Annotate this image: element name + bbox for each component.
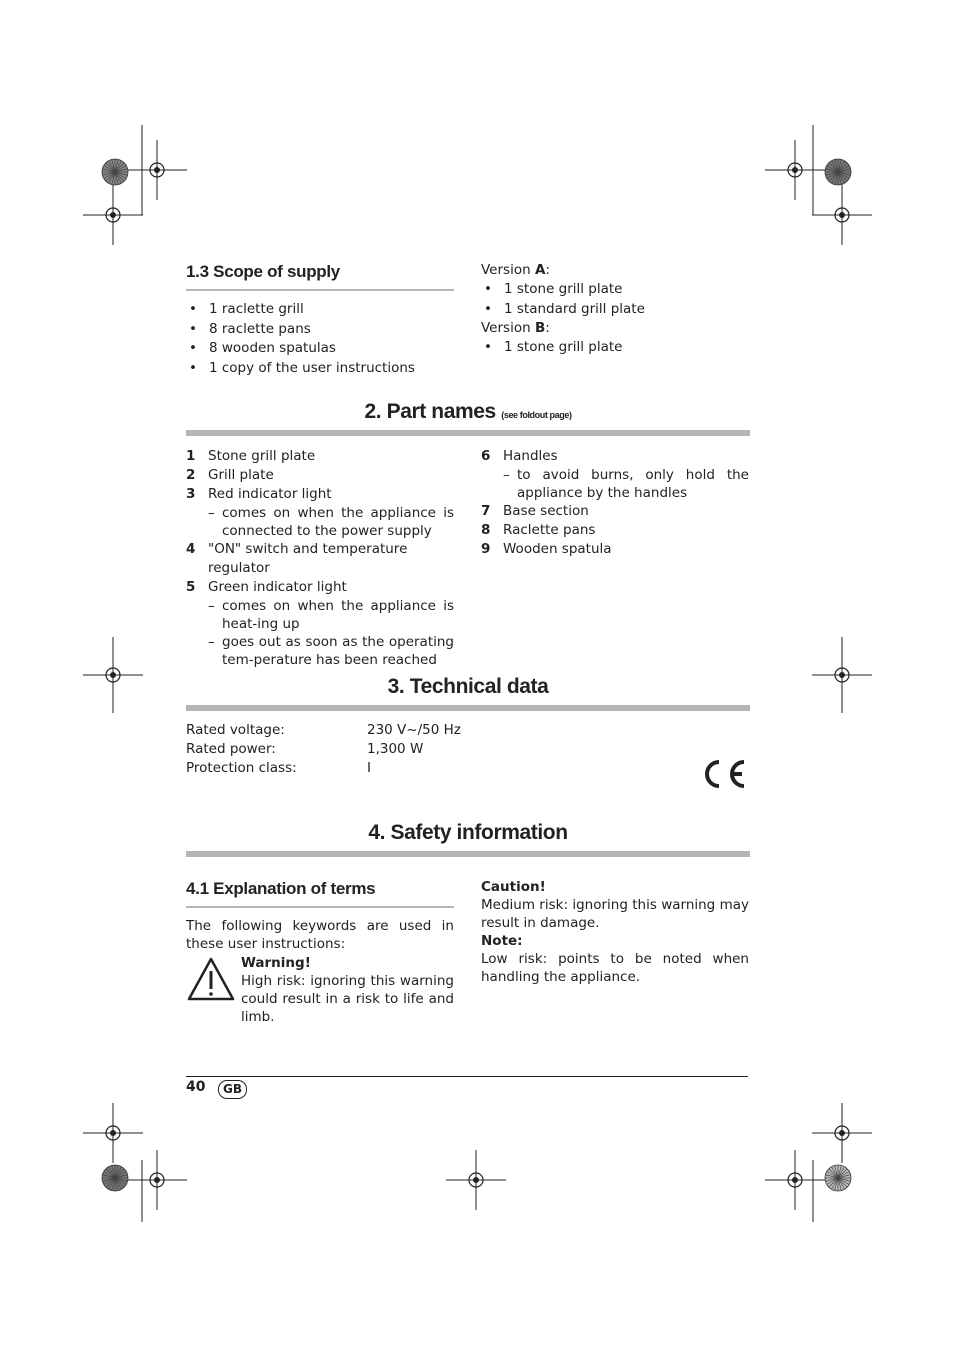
crosshair-target-icon [83, 645, 143, 705]
footer-rule [186, 1076, 748, 1077]
list-item: • 1 copy of the user instructions [186, 359, 454, 378]
part-item: 2 Grill plate [186, 467, 274, 483]
list-item: • 1 standard grill plate [481, 300, 749, 319]
crosshair-target-icon [765, 1150, 825, 1210]
part-item: 3 Red indicator light [186, 486, 332, 502]
warning-block [241, 954, 454, 1026]
part-item: 4 "ON" switch and temperature regulator [186, 541, 408, 576]
part-names-heading: 2. Part names (see foldout page) [364, 400, 572, 423]
note-title: Note: [481, 933, 523, 949]
terms-intro: The following keywords are used in these user instructions: [186, 918, 454, 952]
crosshair-target-icon [812, 1103, 872, 1163]
scope-heading: 1.3 Scope of supply [186, 262, 340, 281]
table-row: Protection class: I [186, 760, 371, 776]
part-names-rule [186, 430, 750, 436]
part-item: 1 Stone grill plate [186, 448, 316, 464]
crosshair-target-icon [765, 140, 825, 200]
part-subitem: – to avoid burns, only hold the appliance by the handles [503, 467, 749, 501]
scope-list [186, 300, 454, 378]
crosshair-target-icon [812, 645, 872, 705]
crosshair-target-icon [83, 185, 143, 245]
table-row: Rated power: 1,300 W [186, 741, 424, 757]
list-item: • 1 stone grill plate [481, 338, 749, 357]
part-item: 8 Raclette pans [481, 522, 596, 538]
safety-rule [186, 851, 750, 857]
part-item: 6 Handles [481, 448, 558, 464]
warning-text: High risk: ignoring this warning could result in a risk to life and limb. [241, 973, 454, 1025]
caution-text: Medium risk: ignoring this warning may result in damage. [481, 897, 749, 931]
scope-versions [481, 261, 749, 358]
color-star-target-icon [102, 159, 128, 185]
terms-heading: 4.1 Explanation of terms [186, 879, 376, 898]
part-subitem: – comes on when the appliance is connected to the power supply [208, 505, 454, 539]
terms-rule [186, 906, 454, 908]
version-a-list [481, 280, 749, 319]
part-subitem: – goes out as soon as the operating tem-perature has been reached [208, 634, 454, 668]
ce-mark-icon [700, 757, 746, 795]
part-subitem: – comes on when the appliance is heat-ing up [208, 598, 454, 632]
list-item: • 8 wooden spatulas [186, 339, 454, 358]
crosshair-target-icon [83, 1103, 143, 1163]
warning-title: Warning! [241, 955, 311, 971]
technical-table [186, 721, 606, 778]
technical-heading: 3. Technical data [387, 675, 549, 698]
technical-rule [186, 705, 750, 711]
part-list-right [481, 447, 749, 559]
caution-note-block [481, 878, 749, 986]
caution-title: Caution! [481, 879, 546, 895]
note-text: Low risk: points to be noted when handling the appliance. [481, 951, 749, 985]
table-row: Rated voltage: 230 V~/50 Hz [186, 722, 461, 738]
color-star-target-icon [825, 159, 851, 185]
version-b-label: Version B: [481, 320, 550, 336]
page-number: 40 [186, 1079, 206, 1095]
crosshair-target-icon [446, 1150, 506, 1210]
color-star-target-icon [825, 1165, 851, 1191]
list-item: • 1 stone grill plate [481, 280, 749, 299]
part-item: 7 Base section [481, 503, 589, 519]
part-item: 5 Green indicator light [186, 579, 347, 595]
language-badge: GB [218, 1080, 247, 1099]
part-list-left [186, 447, 454, 669]
part-item: 9 Wooden spatula [481, 541, 612, 557]
list-item: • 8 raclette pans [186, 320, 454, 339]
list-item: • 1 raclette grill [186, 300, 454, 319]
version-a-label: Version A: [481, 262, 550, 278]
crosshair-target-icon [127, 1150, 187, 1210]
warning-triangle-icon [186, 956, 236, 1006]
crosshair-target-icon [127, 140, 187, 200]
crosshair-target-icon [812, 185, 872, 245]
color-star-target-icon [102, 1165, 128, 1191]
safety-heading: 4. Safety information [368, 821, 568, 844]
scope-rule [186, 289, 454, 291]
version-b-list [481, 338, 749, 357]
